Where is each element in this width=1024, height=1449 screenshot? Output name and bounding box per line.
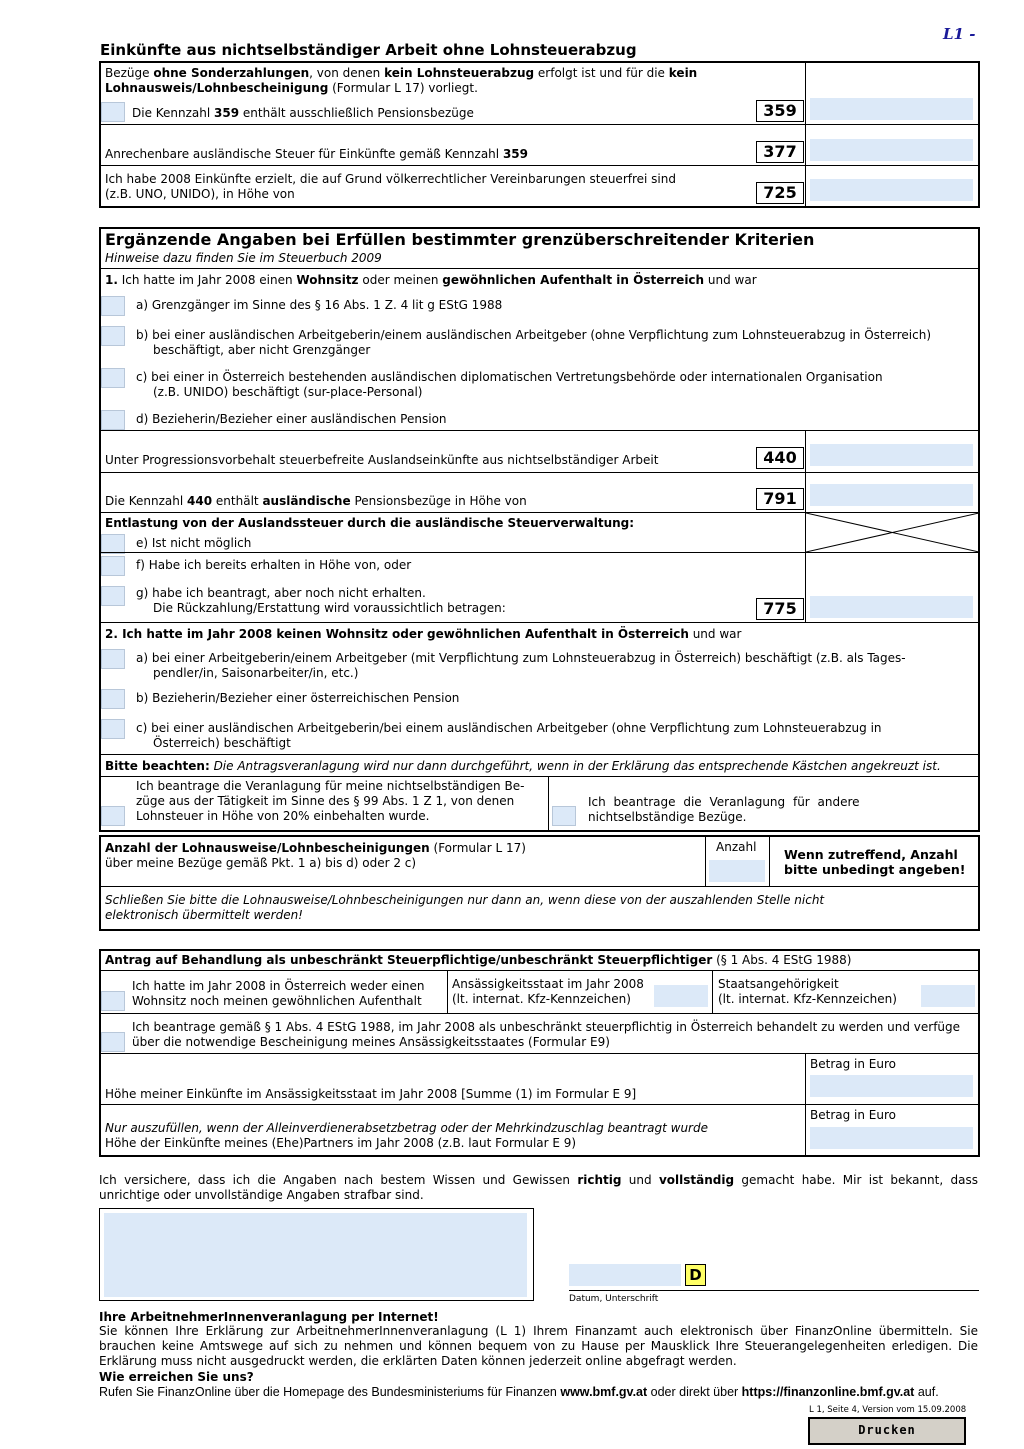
point1-text: 1. Ich hatte im Jahr 2008 einen Wohnsitz oder meinen gewöhnlichen Aufenthalt in Österreich und war	[105, 273, 757, 287]
row725-label: Ich habe 2008 Einkünfte erzielt, die auf Grund völkerrechtlicher Vereinbarungen steuerfrei sind (z.B. UNO, UNIDO), in Höhe von	[105, 172, 676, 201]
entlastung-heading: Entlastung von der Auslandssteuer durch die ausländische Steuerverwaltung:	[105, 516, 635, 530]
betrag-label-1: Betrag in Euro	[810, 1057, 896, 1071]
checkbox-1c[interactable]	[101, 368, 125, 388]
kennzahl-725: 725	[756, 182, 804, 204]
checkbox-359-pension[interactable]	[101, 102, 125, 122]
print-button[interactable]: Drucken	[808, 1417, 966, 1445]
staatsangehoerigkeit-label: Staatsangehörigkeit (lt. internat. Kfz-Kennzeichen)	[718, 977, 897, 1006]
option-g: g) habe ich beantragt, aber noch nicht erhalten. Die Rückzahlung/Erstattung wird voraussichtlich betragen:	[136, 586, 506, 615]
anzahl-field[interactable]	[709, 860, 765, 882]
option-2b: b) Bezieherin/Bezieher einer österreichischen Pension	[136, 691, 460, 705]
antrag-e9-text: Ich beantrage gemäß § 1 Abs. 4 EStG 1988, im Jahr 2008 als unbeschränkt steuerpflichtig in Österreich behandelt zu werden und verfüge über die notwendige Bescheinigung meines Ansässigkeitsstaates (Formular E9)	[132, 1020, 961, 1049]
betrag-label-2: Betrag in Euro	[810, 1108, 896, 1122]
antrag-andere-text: Ich beantrage die Veranlagung für andere nichtselbständige Bezüge.	[588, 795, 860, 824]
checkbox-2a[interactable]	[101, 649, 125, 669]
signature-caption: Datum, Unterschrift	[569, 1294, 659, 1304]
anzahl-label: Anzahl	[716, 840, 757, 854]
option-1c: c) bei einer in Österreich bestehenden ausländischen diplomatischen Vertretungsbehörde oder internationalen Organisation (z.B. UNIDO) beschäftigt (sur-place-Personal)	[136, 370, 883, 399]
row440-label: Unter Progressionsvorbehalt steuerbefreite Auslandseinkünfte aus nichtselbständiger Arbeit	[105, 453, 659, 467]
lohnausweise-note: Schließen Sie bitte die Lohnausweise/Lohnbescheinigungen nur dann an, wenn diese von der auszahlenden Stelle nicht elektronisch übermittelt werden!	[105, 893, 825, 922]
kennzahl-377: 377	[756, 141, 804, 163]
checkbox-e[interactable]	[101, 534, 125, 554]
ansaessigkeitsstaat-label: Ansässigkeitsstaat im Jahr 2008 (lt. internat. Kfz-Kennzeichen)	[452, 977, 644, 1006]
checkbox-1a[interactable]	[101, 296, 125, 316]
staatsangehoerigkeit-field[interactable]	[921, 985, 975, 1007]
antrag-99-text: Ich beantrage die Veranlagung für meine nichtselbständigen Be- züge aus der Tätigkeit im Sinne des § 99 Abs. 1 Z 1, von denen Lohnsteuer in Höhe von 20% einbehalten wurde.	[136, 779, 525, 823]
section1-title: Einkünfte aus nichtselbständiger Arbeit ohne Lohnsteuerabzug	[100, 41, 637, 59]
option-2c: c) bei einer ausländischen Arbeitgeberin/bei einem ausländischen Arbeitgeber (ohne Verpflichtung zum Lohnsteuerabzug in Österreich) beschäftigt	[136, 721, 882, 750]
section4-title: Antrag auf Behandlung als unbeschränkt Steuerpflichtige/unbeschränkt Steuerpflichtiger (§ 1 Abs. 4 EStG 1988)	[105, 953, 852, 967]
section1-intro: Bezüge ohne Sonderzahlungen, von denen kein Lohnsteuerabzug erfolgt ist und für die kein Lohnausweis/Lohnbescheinigung (Formular L 17) vorliegt.	[105, 66, 698, 95]
checkbox-2b[interactable]	[101, 689, 125, 709]
crossed-cell	[806, 513, 979, 552]
option-1d: d) Bezieherin/Bezieher einer ausländischen Pension	[136, 412, 447, 426]
kennzahl-359: 359	[756, 100, 804, 122]
link-bmf[interactable]: www.bmf.gv.at	[560, 1385, 648, 1399]
option-1b: b) bei einer ausländischen Arbeitgeberin/einem ausländischen Arbeitgeber (ohne Verpflichtung zum Lohnsteuerabzug in Österreich) beschäftigt, aber nicht Grenzgänger	[136, 328, 931, 357]
partner-einkuenfte: Nur auszufüllen, wenn der Alleinverdienerabsetzbetrag oder der Mehrkindzuschlag beantragt wurde Höhe der Einkünfte meines (Ehe)Partners im Jahr 2008 (z.B. laut Formular E 9)	[105, 1121, 708, 1150]
page-marker: L1 -	[943, 25, 976, 43]
einkuenfte-ansaessigkeitsstaat: Höhe meiner Einkünfte im Ansässigkeitsstaat im Jahr 2008 [Summe (1) im Formular E 9]	[105, 1087, 637, 1101]
internet-heading: Ihre ArbeitnehmerInnenveranlagung per Internet!	[99, 1310, 439, 1324]
checkbox-antrag-99[interactable]	[101, 806, 125, 826]
field-377[interactable]	[810, 139, 973, 161]
kein-wohnsitz-text: Ich hatte im Jahr 2008 in Österreich weder einen Wohnsitz noch meinen gewöhnlichen Aufenthalt	[132, 979, 425, 1008]
kennzahl-440: 440	[756, 447, 804, 469]
checkbox-g[interactable]	[101, 586, 125, 606]
signature-date-field[interactable]	[569, 1264, 681, 1286]
ansaessigkeitsstaat-field[interactable]	[654, 985, 708, 1007]
internet-paragraph: Sie können Ihre Erklärung zur ArbeitnehmerInnenveranlagung (L 1) Ihrem Finanzamt auch elektronisch über FinanzOnline übermitteln. Sie brauchen keine Amtswege auf sich zu nehmen und können bequem von zu Hause per Mausklick Ihre Steuerangelegenheiten erledigen. Die Erklärung muss nicht ausgedruckt werden, die erklärten Daten können jederzeit online abgefragt werden.	[99, 1324, 978, 1368]
contact-line: Rufen Sie FinanzOnline über die Homepage des Bundesministeriums für Finanzen www.bmf.gv.at oder direkt über https://finanzonline.bmf.gv.at auf.	[99, 1385, 939, 1399]
row377-label: Anrechenbare ausländische Steuer für Einkünfte gemäß Kennzahl 359	[105, 147, 529, 161]
anzahl-hint: Wenn zutreffend, Anzahl bitte unbedingt angeben!	[784, 847, 966, 877]
kennzahl-791: 791	[756, 488, 804, 510]
checkbox-antrag-e9[interactable]	[101, 1032, 125, 1052]
field-440[interactable]	[810, 444, 973, 466]
point2-text: 2. Ich hatte im Jahr 2008 keinen Wohnsitz oder gewöhnlichen Aufenthalt in Österreich und war	[105, 627, 742, 641]
bitte-beachten-note: Bitte beachten: Die Antragsveranlagung wird nur dann durchgeführt, wenn in der Erklärung das entsprechende Kästchen angekreuzt ist.	[105, 759, 941, 773]
remarks-field[interactable]	[104, 1213, 527, 1297]
option-e: e) Ist nicht möglich	[136, 536, 252, 550]
checkbox-f[interactable]	[101, 556, 125, 576]
kennzahl-775: 775	[756, 598, 804, 620]
checkbox-2c[interactable]	[101, 719, 125, 739]
section2-hint: Hinweise dazu finden Sie im Steuerbuch 2009	[105, 251, 382, 265]
option-2a: a) bei einer Arbeitgeberin/einem Arbeitgeber (mit Verpflichtung zum Lohnsteuerabzug in Österreich) beschäftigt (z.B. als Tages- pendler/in, Saisonarbeiter/in, etc.)	[136, 651, 906, 680]
link-finanzonline[interactable]: https://finanzonline.bmf.gv.at	[741, 1385, 915, 1399]
row359-label: Die Kennzahl 359 enthält ausschließlich Pensionsbezüge	[132, 106, 474, 120]
field-359[interactable]	[810, 98, 973, 120]
contact-heading: Wie erreichen Sie uns?	[99, 1370, 254, 1384]
field-725[interactable]	[810, 179, 973, 201]
checkbox-1b[interactable]	[101, 326, 125, 346]
declaration-text: Ich versichere, dass ich die Angaben nach bestem Wissen und Gewissen richtig und vollständig gemacht habe. Mir ist bekannt, dass unrichtige oder unvollständige Angaben strafbar sind.	[99, 1173, 978, 1202]
option-f: f) Habe ich bereits erhalten in Höhe von, oder	[136, 558, 412, 572]
betrag-field-1[interactable]	[810, 1075, 973, 1097]
betrag-field-2[interactable]	[810, 1127, 973, 1149]
checkbox-1d[interactable]	[101, 410, 125, 430]
checkbox-antrag-andere[interactable]	[552, 806, 576, 826]
row791-label: Die Kennzahl 440 enthält ausländische Pensionsbezüge in Höhe von	[105, 494, 527, 508]
section2-title: Ergänzende Angaben bei Erfüllen bestimmter grenzüberschreitender Kriterien	[105, 230, 815, 249]
option-1a: a) Grenzgänger im Sinne des § 16 Abs. 1 Z. 4 lit g EStG 1988	[136, 298, 503, 312]
lohnausweise-label: Anzahl der Lohnausweise/Lohnbescheinigungen (Formular L 17) über meine Bezüge gemäß Pkt. 1 a) bis d) oder 2 c)	[105, 841, 526, 870]
field-791[interactable]	[810, 484, 973, 506]
d-badge: D	[685, 1264, 706, 1286]
field-775[interactable]	[810, 596, 973, 618]
version-info: L 1, Seite 4, Version vom 15.09.2008	[809, 1405, 967, 1415]
checkbox-kein-wohnsitz[interactable]	[101, 991, 125, 1011]
